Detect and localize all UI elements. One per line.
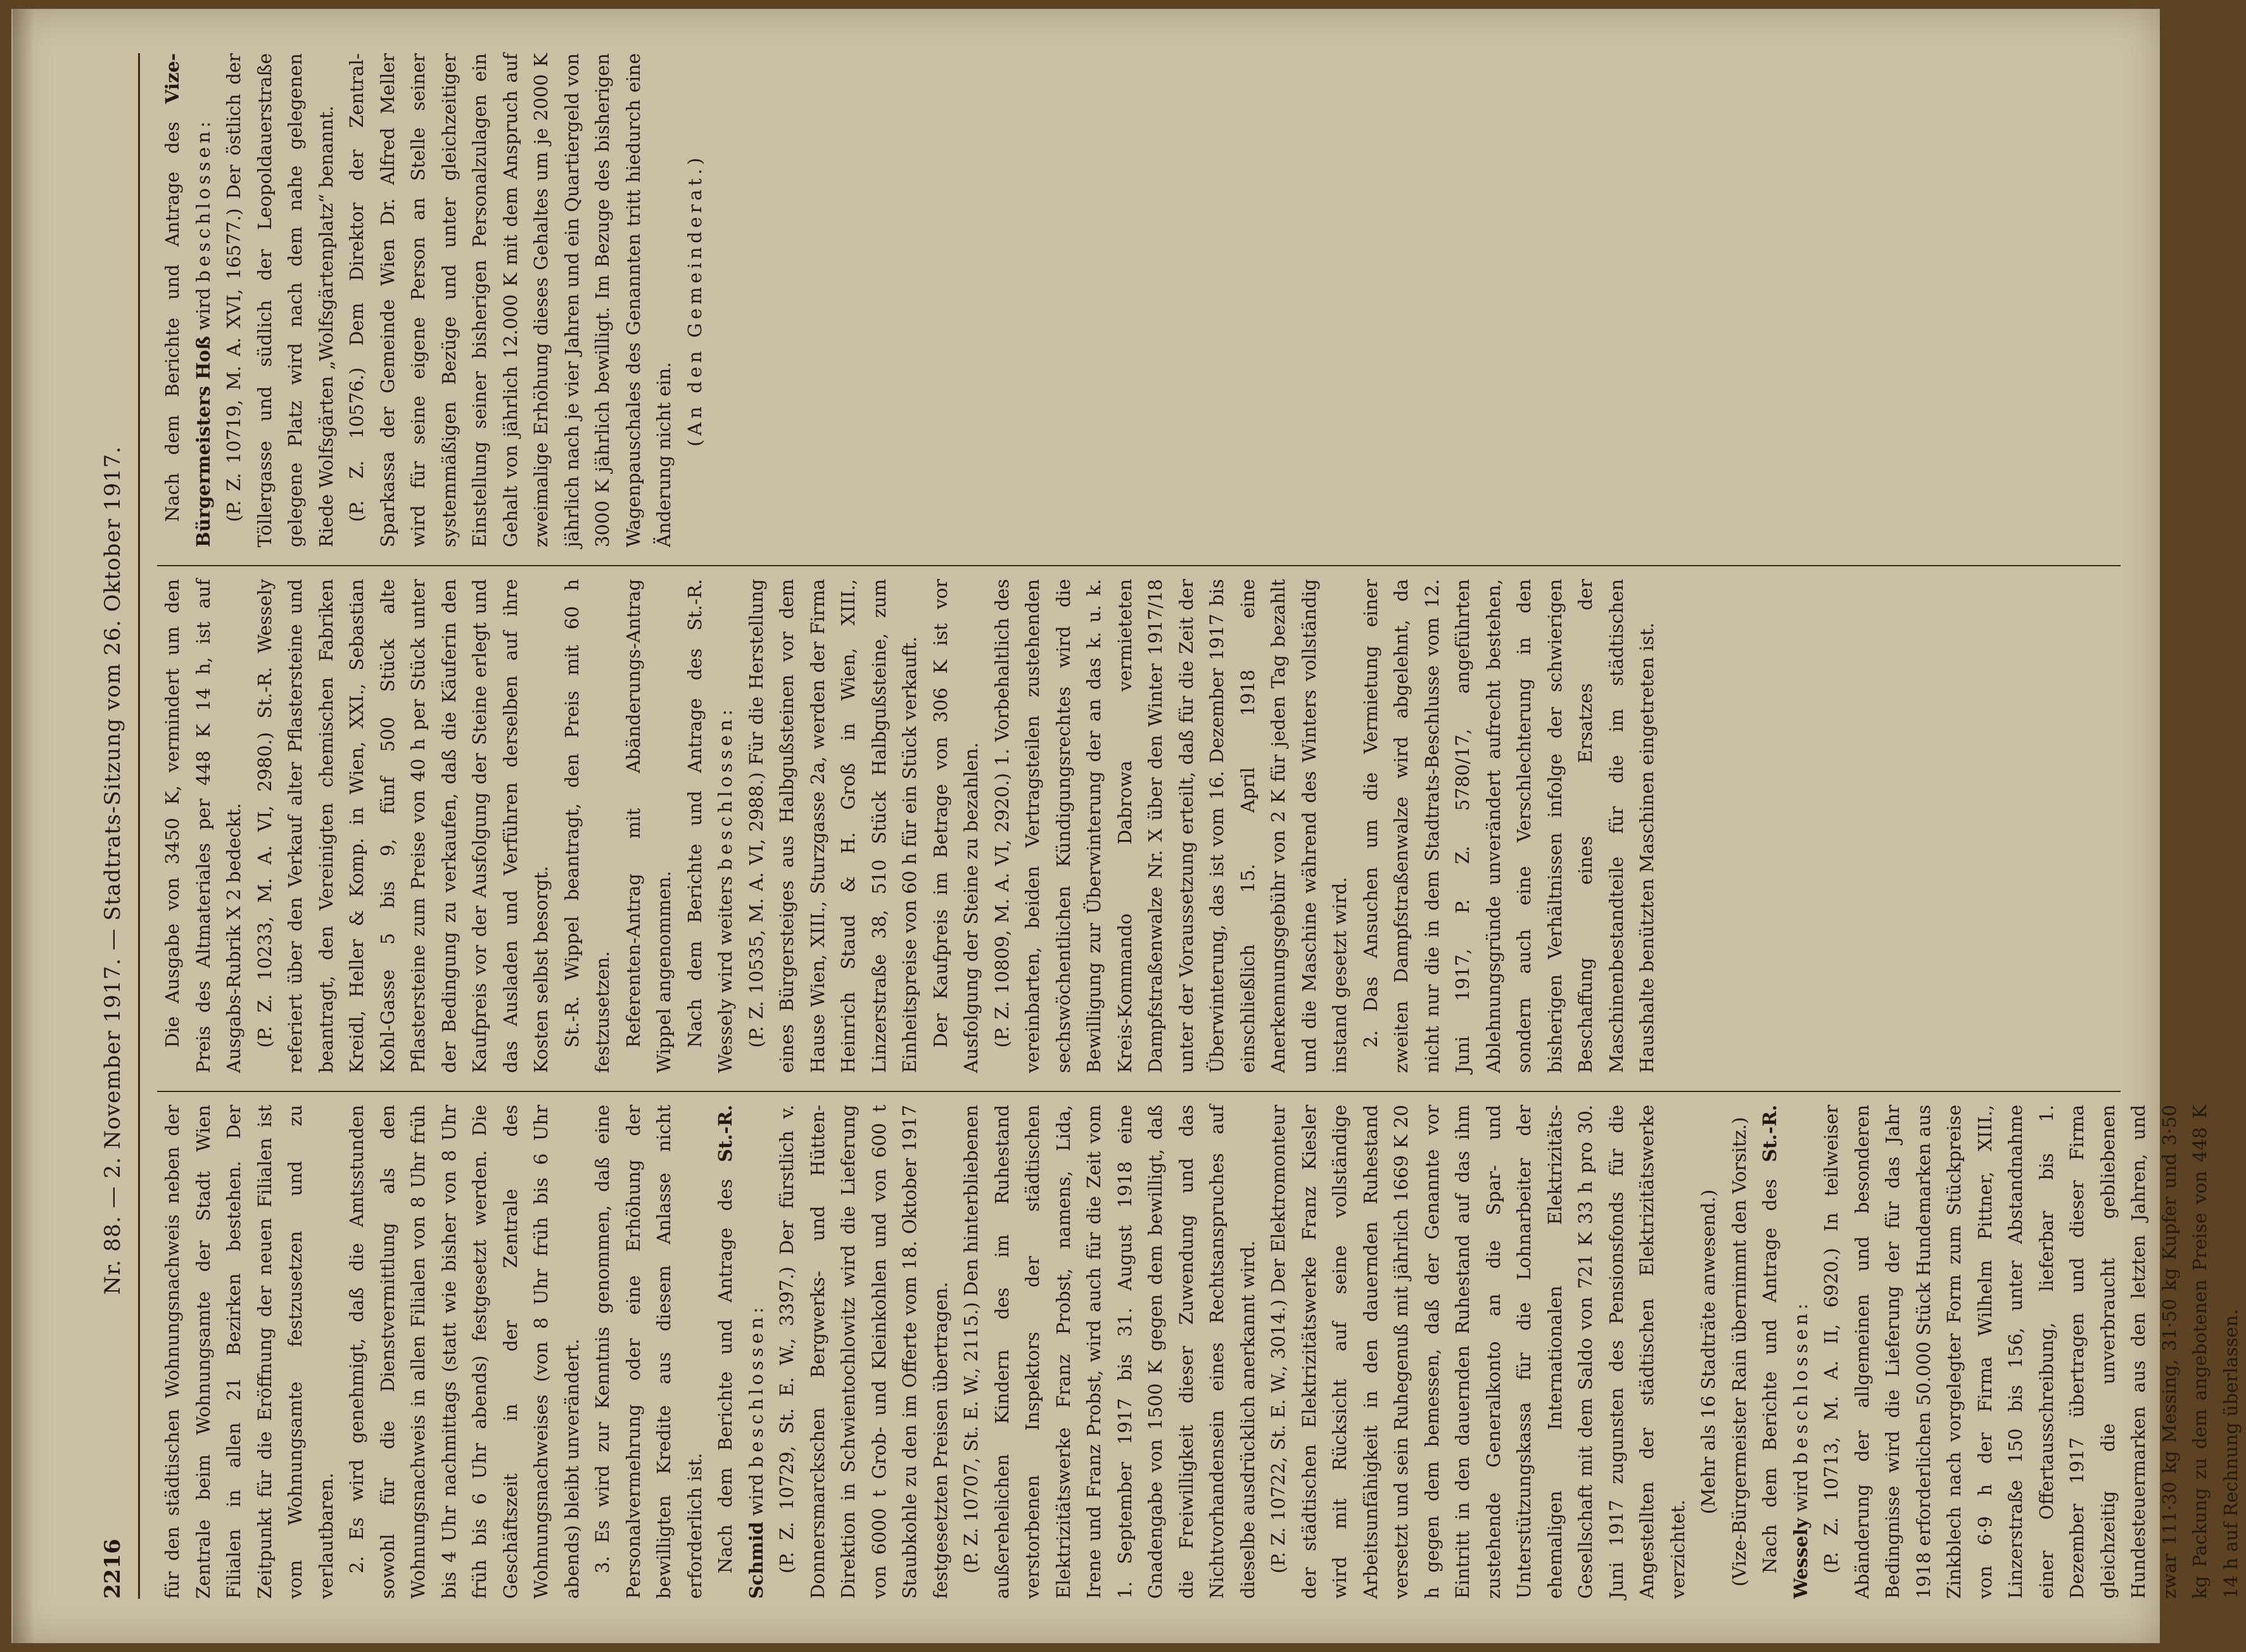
resolution-intro: Nach dem Berichte und Antrage des Vize-Bürgermeisters Hoß wird beschlossen:	[162, 53, 214, 547]
paragraph: (P. Z. 10535, M. A. VI, 2988.) Für die Herstellung eines Bürgersteiges aus Halbgußsteinen vor dem Hause Wien, XIII., Sturzgasse 2a, werden der Firma Heinrich Staud & H. Groß in Wien, XIII., Linzerstraße 38, 510 Stück Halbgußsteine, zum Einheitspreise von 60 h für ein Stück verkauft.	[745, 579, 920, 1073]
column-divider-2	[157, 565, 2121, 566]
paragraph: (P. Z. 10729, St. E. W., 3397.) Der fürstlich v. Donnersmarckschen Bergwerks- und Hütten-Direktion in Schwientochlowitz wird die Lieferung von 6000 t Grob- und Kleinkohlen und von 600 t Staubkohle zu den im Offerte vom 18. Oktober 1917 festgesetzten Preisen übertragen.	[776, 1105, 951, 1599]
paragraph: (P. Z. 10809, M. A. VI, 2920.) 1. Vorbehaltlich des vereinbarten, beiden Vertragsteilen zustehenden sechswöchentlichen Kündigungsrechtes wird die Bewilligung zur Überwinterung der an das k. u. k. Kreis-Kommando Dabrowa vermieteten Dampfstraßenwalze Nr. X über den Winter 1917/18 unter der Voraussetzung erteilt, daß für die Zeit der Überwinterung, das ist vom 16. Dezember 1917 bis einschließlich 15. April 1918 eine Anerkennungsgebühr von 2 K für jeden Tag bezahlt und die Maschine während des Winters vollständig instand gesetzt wird.	[991, 579, 1350, 1073]
paragraph: St.-R. Wippel beantragt, den Preis mit 60 h festzusetzen.	[561, 579, 613, 1073]
paragraph: (P. Z. 10233, M. A. VI, 2980.) St.-R. Wessely referiert über den Verkauf alter Pflastersteine und beantragt, den Vereinigten chemischen Fabriken Kreidl, Heller & Komp. in Wien, XXI., Sebastian Kohl-Gasse 5 bis 9, fünf 500 Stück alte Pflastersteine zum Preise von 40 h per Stück unter der Bedingung zu verkaufen, daß die Käuferin den Kaufpreis vor der Ausfolgung der Steine erlegt und das Ausladen und Verführen derselben auf ihre Kosten selbst besorgt.	[253, 579, 552, 1073]
councillor-name: St.-R. Schmid	[714, 1105, 767, 1599]
paragraph: 2. Das Ansuchen um die Vermietung einer zweiten Dampfstraßenwalze wird abgelehnt, da nicht nur die in dem Stadtrats-Beschlusse vom 12. Juni 1917, P. Z. 5780/17, angeführten Ablehnungsgründe unverändert aufrecht bestehen, sondern auch eine Verschlechterung in den bisherigen Verhältnissen infolge der schwierigen Beschaffung eines Ersatzes der Maschinenbestandteile für die im städtischen Haushalte benützten Maschinen eingetreten ist.	[1359, 579, 1658, 1073]
page-number: 2216	[100, 1539, 125, 1599]
attendance-note: (Mehr als 16 Stadträte anwesend.)	[1697, 1189, 1719, 1515]
paragraph: für den städtischen Wohnungsnachweis neben der Zentrale beim Wohnungsamte der Stadt Wien Filialen in allen 21 Bezirken bestehen. Der Zeitpunkt für die Eröffnung der neuen Filialen ist vom Wohnungsamte festzusetzen und zu verlautbaren.	[162, 1105, 337, 1599]
running-head-title: Nr. 88. — 2. November 1917. — Stadtrats-Sitzung vom 26. Oktober 1917.	[100, 446, 125, 1295]
paragraph: Die Ausgabe von 3450 K, vermindert um den Preis des Altmateriales per 448 K 14 h, ist auf Ausgabs-Rubrik X 2 bedeckt.	[162, 579, 244, 1073]
resolution-intro: Nach dem Berichte und Antrage des St.-R. Wessely wird weiters beschlossen:	[683, 579, 736, 1073]
resolution-intro: Nach dem Berichte und Antrage des St.-R. Schmid wird beschlossen:	[714, 1105, 767, 1599]
text-column-1	[157, 1105, 2242, 1599]
paragraph: (P. Z. 10576.) Dem Direktor der Zentral-Sparkassa der Gemeinde Wien Dr. Alfred Meller wird für seine eigene Person an Stelle seiner systemmäßigen Bezüge und unter gleichzeitiger Einstellung seiner bisherigen Personalzulagen ein Gehalt von jährlich 12.000 K mit dem Anspruch auf zweimalige Erhöhung dieses Gehaltes um je 2000 K jährlich nach je vier Jahren und ein Quartiergeld von 3000 K jährlich bewilligt. Im Bezuge des bisherigen Wagenpauschales des Genannten tritt hiedurch eine Änderung nicht ein.	[346, 53, 675, 547]
rotated-page	[11, 9, 2242, 1643]
paragraph: 2. Es wird genehmigt, daß die Amtsstunden sowohl für die Dienstvermittlung als den Wohnungsnachweis in allen Filialen von 8 Uhr früh bis 4 Uhr nachmittags (statt wie bisher von 8 Uhr früh bis 6 Uhr abends) festgesetzt werden. Die Geschäftszeit in der Zentrale des Wohnungsnachweises (von 8 Uhr früh bis 6 Uhr abends) bleibt unverändert.	[346, 1105, 583, 1599]
paragraph: Der Kaufpreis im Betrage von 306 K ist vor Ausfolgung der Steine zu bezahlen.	[929, 579, 982, 1073]
header-rule	[138, 53, 140, 1599]
chair-note: (Vize-Bürgermeister Rain übernimmt den Vorsitz.)	[1728, 1117, 1750, 1587]
paragraph: (P. Z. 10719, M. A. XVI, 16577.) Der östlich der Töllergasse und südlich der Leopoldauerstraße gelegene Platz wird nach dem nahe gelegenen Riede Wolfsgärten „Wolfsgärtenplatz“ benannt.	[223, 53, 337, 547]
column-divider-1	[157, 1091, 2121, 1092]
text-column-2	[157, 579, 2121, 1073]
text-column-3	[157, 53, 2121, 547]
vice-mayor-name: Vize-Bürgermeisters Hoß	[162, 53, 214, 547]
councillor-name: St.-R. Wessely	[1759, 1105, 1811, 1599]
referral-note: (An den Gemeinderat.)	[683, 154, 706, 447]
paragraph: Referenten-Antrag mit Abänderungs-Antrag Wippel angenommen.	[622, 579, 675, 1073]
paragraph: (P. Z. 10713, M. A. II, 6920.) In teilweiser Abänderung der allgemeinen und besonderen Bedingnisse wird die Lieferung der für das Jahr 1918 erforderlichen 50.000 Stück Hundemarken aus Zinkblech nach vorgelegter Form zum Stückpreise von 6·9 h der Firma Wilhelm Pittner, XIII., Linzerstraße 150 bis 156, unter Abstandnahme einer Offertausschreibung, lieferbar bis 1. Dezember 1917 übertragen und dieser Firma gleichzeitig die unverbraucht gebliebenen Hundesteuermarken aus den letzten Jahren, und zwar 111·30 kg Messing, 31·50 kg Kupfer und 3·50 kg Packung zu dem angebotenen Preise von 448 K 14 h auf Rechnung überlassen.	[1820, 1105, 2242, 1599]
resolution-intro: Nach dem Berichte und Antrage des St.-R. Wessely wird beschlossen:	[1759, 1105, 1811, 1599]
paragraph: 3. Es wird zur Kenntnis genommen, daß eine Personalvermehrung oder eine Erhöhung der bewilligten Kredite aus diesem Anlasse nicht erforderlich ist.	[592, 1105, 706, 1599]
running-header	[94, 53, 132, 1599]
paragraph: (P. Z. 10722, St. E. W., 3014.) Der Elektromonteur der städtischen Elektrizitätswerke Franz Kiesler wird mit Rücksicht auf seine vollständige Arbeitsunfähigkeit in den dauernden Ruhestand versetzt und sein Ruhegenuß mit jährlich 1669 K 20 h gegen dem bemessen, daß der Genannte vor Eintritt in den dauernden Ruhestand auf das ihm zustehende Generalkonto an die Spar- und Unterstützungskassa für die Lohnarbeiter der ehemaligen Internationalen Elektrizitäts-Gesellschaft mit dem Saldo von 721 K 33 h pro 30. Juni 1917 zugunsten des Pensionsfonds für die Angestellten der städtischen Elektrizitätswerke verzichtet.	[1267, 1105, 1689, 1599]
newspaper-sheet	[11, 9, 2242, 1643]
paragraph: (P. Z. 10707, St. E. W., 2115.) Den hinterbliebenen außerehelichen Kindern des im Ruhestand verstorbenen Inspektors der städtischen Elektrizitätswerke Franz Probst, namens, Lida, Irene und Franz Probst, wird auch für die Zeit vom 1. September 1917 bis 31. August 1918 eine Gnadengabe von 1500 K gegen dem bewilligt, daß die Freiwilligkeit dieser Zuwendung und das Nichtvorhandensein eines Rechtsanspruches auf dieselbe ausdrücklich anerkannt wird.	[960, 1105, 1259, 1599]
